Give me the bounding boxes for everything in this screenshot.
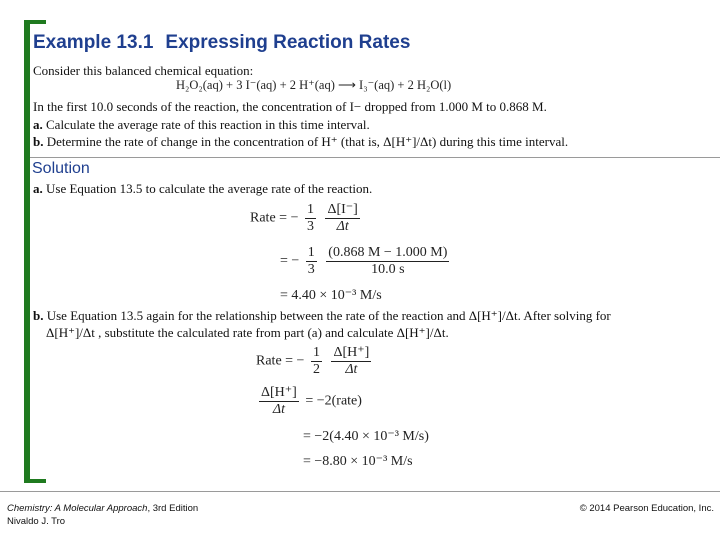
footer-copyright: © 2014 Pearson Education, Inc. bbox=[579, 503, 714, 514]
solution-a-text: Use Equation 13.5 to calculate the average rate of the reaction. bbox=[46, 181, 373, 196]
solution-b-label: b. bbox=[33, 308, 44, 323]
solution-b-text-line2: Δ[H⁺]/Δt , substitute the calculated rate from part (a) and calculate Δ[H⁺]/Δt. bbox=[46, 325, 449, 340]
book-edition: , 3rd Edition bbox=[147, 503, 199, 514]
footer-divider bbox=[0, 491, 720, 492]
fraction-one-third: $\frac{1}{3}$ bbox=[306, 202, 314, 234]
footer-book bbox=[7, 503, 198, 514]
equals-minus: = − bbox=[280, 253, 300, 269]
problem-part-a bbox=[33, 117, 370, 133]
slide-bracket-bottom bbox=[24, 479, 46, 483]
rate-equation-b bbox=[256, 345, 374, 378]
footer-author: Nivaldo J. Tro bbox=[7, 516, 66, 527]
fraction-delta-hydrogen: $\frac{\Delta[H^+]}{\Delta t}$ bbox=[333, 345, 370, 377]
fraction-one-half: $\frac{1}{2}$ bbox=[312, 345, 320, 377]
fraction-concentration-change: $\frac{(0.868 M - 1.000 M)}{10.0 s}$ bbox=[328, 245, 448, 277]
hydrogen-rate-step1 bbox=[256, 385, 362, 418]
fraction-delta-iodide: $\frac{\Delta[I^-]}{\Delta t}$ bbox=[327, 202, 358, 234]
rate-equation-step1 bbox=[250, 202, 363, 235]
slide-title bbox=[33, 32, 410, 54]
equals-minus-two-rate: = −2(rate) bbox=[305, 393, 362, 409]
slide-bracket-vertical bbox=[24, 20, 30, 483]
section-divider bbox=[30, 157, 720, 158]
solution-heading: Solution bbox=[32, 160, 90, 177]
part-a-label: a. bbox=[33, 117, 43, 132]
part-b-text: Determine the rate of change in the concentration of H⁺ (that is, Δ[H⁺]/Δt) during this time interval. bbox=[46, 134, 569, 149]
problem-part-b bbox=[33, 134, 568, 150]
rate-result: = 4.40 × 10⁻³ M/s bbox=[280, 288, 382, 303]
solution-b-instruction bbox=[33, 308, 611, 324]
problem-intro: Consider this balanced chemical equation: bbox=[33, 63, 254, 78]
book-title: Chemistry: A Molecular Approach bbox=[7, 503, 148, 514]
fraction-one-third-2: $\frac{1}{3}$ bbox=[307, 245, 315, 277]
minus-sign: − bbox=[290, 210, 299, 226]
solution-a-instruction bbox=[33, 181, 372, 197]
problem-statement: In the first 10.0 seconds of the reaction, the concentration of I− dropped from 1.000 M to 0.868 M. bbox=[33, 99, 547, 114]
part-b-label: b. bbox=[33, 134, 44, 149]
chemical-equation: H₂O₂(aq) + 3 I⁻(aq) + 2 H⁺(aq) ⟶ I₃⁻(aq) + 2 H₂O(l) bbox=[176, 78, 452, 92]
rate-lhs-b: Rate = − bbox=[256, 353, 305, 369]
hydrogen-rate-step2: = −2(4.40 × 10⁻³ M/s) bbox=[303, 429, 429, 444]
rate-equation-step2 bbox=[280, 245, 452, 278]
hydrogen-rate-result: = −8.80 × 10⁻³ M/s bbox=[303, 454, 413, 469]
solution-a-label: a. bbox=[33, 181, 43, 196]
solution-b-text-line1: Use Equation 13.5 again for the relationship between the rate of the reaction and Δ[H⁺]/Δt. After solving for bbox=[46, 308, 611, 323]
fraction-lhs-hydrogen: $\frac{\Delta[H^+]}{\Delta t}$ bbox=[261, 385, 297, 417]
rate-lhs: Rate = bbox=[250, 210, 288, 226]
part-a-text: Calculate the average rate of this reaction in this time interval. bbox=[46, 117, 370, 132]
example-number: Example 13.1 bbox=[33, 32, 154, 53]
example-title: Expressing Reaction Rates bbox=[165, 32, 411, 53]
slide-bracket-top bbox=[24, 20, 46, 24]
